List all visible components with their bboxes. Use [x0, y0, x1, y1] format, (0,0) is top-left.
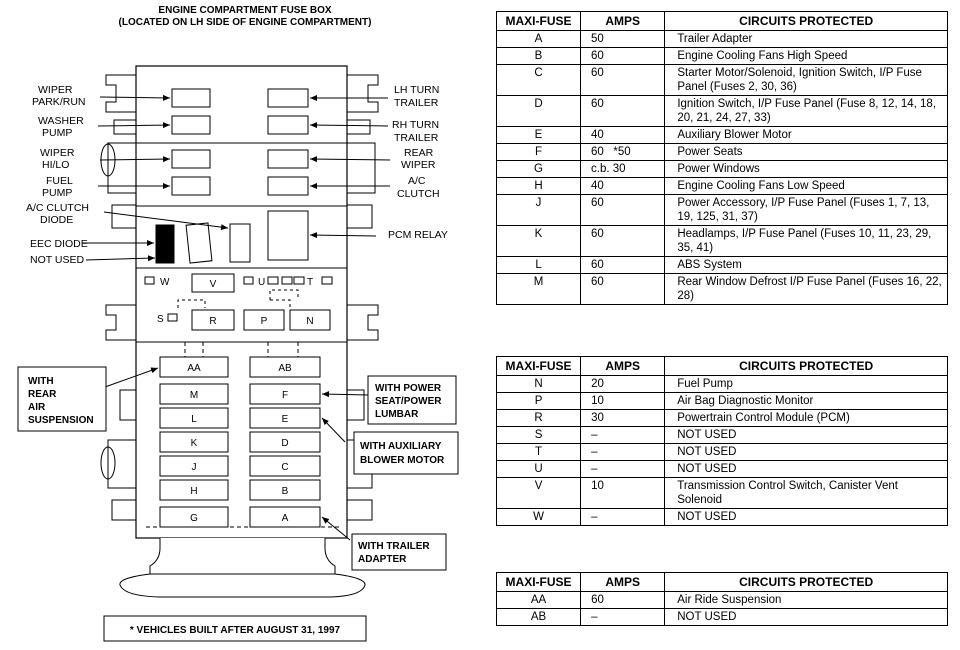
label-rear-wiper: REAR [404, 147, 434, 159]
left-clips [101, 75, 136, 520]
cell-amps: – [581, 609, 665, 626]
cell-maxi-fuse: W [497, 509, 581, 526]
svg-text:WITH: WITH [28, 376, 54, 387]
cell-amps: 60 [581, 592, 665, 609]
label-ac-clutch-2: CLUTCH [397, 188, 440, 200]
cell-maxi-fuse: F [497, 144, 581, 161]
header-amps: AMPS [581, 357, 665, 376]
fuse-letter-a: A [281, 513, 289, 524]
cell-circuit: NOT USED [665, 609, 947, 626]
fuse-letter-n: N [306, 316, 314, 327]
cell-circuit: Fuel Pump [665, 376, 947, 393]
cell-maxi-fuse: AA [497, 592, 581, 609]
cell-circuit: NOT USED [665, 427, 947, 444]
cell-amps: 60 [581, 65, 665, 96]
cell-maxi-fuse: D [497, 96, 581, 127]
label-eec-diode: EEC DIODE [30, 238, 88, 250]
table-row [497, 410, 947, 427]
cell-amps: 60 [581, 48, 665, 65]
fuse-letter-c: C [281, 462, 289, 473]
svg-text:ADAPTER: ADAPTER [358, 554, 407, 565]
svg-text:SUSPENSION: SUSPENSION [28, 415, 94, 426]
fuse-letter-v: V [209, 279, 217, 290]
table-row [497, 609, 947, 626]
label-lh-turn-trailer-2: TRAILER [394, 97, 439, 109]
svg-text:AIR: AIR [28, 402, 46, 413]
fuse-box-base [120, 538, 365, 597]
label-rear-wiper-2: WIPER [401, 159, 436, 171]
fuse-letter-g: G [190, 513, 198, 524]
cell-circuit: Air Bag Diagnostic Monitor [665, 393, 947, 410]
cell-maxi-fuse: AB [497, 609, 581, 626]
cell-maxi-fuse: H [497, 178, 581, 195]
table-row [497, 127, 947, 144]
svg-text:WITH POWER: WITH POWER [375, 383, 442, 394]
cell-amps: – [581, 444, 665, 461]
cell-maxi-fuse: R [497, 410, 581, 427]
table-row [497, 427, 947, 444]
table-row [497, 509, 947, 526]
fuse-letter-h: H [190, 486, 198, 497]
cell-amps: 40 [581, 127, 665, 144]
cell-circuit: Power Windows [665, 161, 947, 178]
left-labels [26, 84, 89, 266]
label-not-used: NOT USED [30, 254, 85, 266]
label-ac-clutch: A/C [408, 175, 426, 187]
diagram-title: ENGINE COMPARTMENT FUSE BOX [158, 5, 332, 16]
cell-circuit: Trailer Adapter [665, 31, 947, 48]
label-pcm-relay: PCM RELAY [388, 229, 448, 241]
maxi-fuse-table-3 [496, 572, 948, 626]
table-row [497, 161, 947, 178]
table-row [497, 376, 947, 393]
table-row [497, 96, 947, 127]
cell-circuit: Air Ride Suspension [665, 592, 947, 609]
cell-amps: – [581, 461, 665, 478]
maxi-fuse-table-3-grid [497, 573, 947, 625]
cell-amps: 60 [581, 274, 665, 305]
table-row [497, 65, 947, 96]
maxi-fuse-table-2 [496, 356, 948, 526]
label-ac-clutch-diode: A/C CLUTCH [26, 202, 90, 214]
table-row [497, 393, 947, 410]
fuse-letter-j: J [191, 462, 197, 473]
cell-amps: 60 [581, 195, 665, 226]
cell-maxi-fuse: U [497, 461, 581, 478]
fuse-letter-f: F [281, 390, 289, 401]
label-rh-turn-trailer: RH TURN [392, 119, 440, 131]
cell-amps: 40 [581, 178, 665, 195]
table-header-row [497, 12, 947, 31]
header-maxi-fuse: MAXI-FUSE [497, 357, 581, 376]
label-ac-clutch-diode-2: DIODE [40, 214, 74, 226]
cell-amps: – [581, 427, 665, 444]
header-circuits: CIRCUITS PROTECTED [665, 357, 947, 376]
table-row [497, 444, 947, 461]
cell-circuit: Power Seats [665, 144, 947, 161]
svg-text:REAR: REAR [28, 389, 57, 400]
diagram-subtitle: (LOCATED ON LH SIDE OF ENGINE COMPARTMENT) [118, 17, 372, 28]
cell-circuit: Ignition Switch, I/P Fuse Panel (Fuse 8, 12, 14, 18, 20, 21, 24, 27, 33) [665, 96, 947, 127]
label-lh-turn-trailer: LH TURN [394, 84, 440, 96]
fuse-letter-e: E [281, 414, 289, 425]
cell-maxi-fuse: C [497, 65, 581, 96]
maxi-fuse-table-1-grid [497, 12, 947, 304]
cell-maxi-fuse: K [497, 226, 581, 257]
table-row [497, 274, 947, 305]
fuse-letter-b: B [281, 486, 289, 497]
header-maxi-fuse: MAXI-FUSE [497, 12, 581, 31]
label-wiper-park-run: WIPER [38, 84, 73, 96]
table-header-row [497, 573, 947, 592]
fuse-letter-ab: AB [278, 363, 292, 374]
fuse-letter-w: W [160, 277, 170, 288]
cell-maxi-fuse: T [497, 444, 581, 461]
diodes [156, 223, 250, 263]
fuse-letter-p: P [260, 316, 268, 327]
fuse-letter-u: U [258, 277, 266, 288]
cell-amps: 50 [581, 31, 665, 48]
cell-circuit: Engine Cooling Fans High Speed [665, 48, 947, 65]
header-circuits: CIRCUITS PROTECTED [665, 12, 947, 31]
cell-amps: c.b. 30 [581, 161, 665, 178]
header-amps: AMPS [581, 12, 665, 31]
table-row [497, 226, 947, 257]
table-row [497, 461, 947, 478]
table-header-row [497, 357, 947, 376]
fuse-letter-l: L [191, 414, 197, 425]
cell-maxi-fuse: G [497, 161, 581, 178]
cell-maxi-fuse: N [497, 376, 581, 393]
cell-circuit: Transmission Control Switch, Canister Vent Solenoid [665, 478, 947, 509]
cell-maxi-fuse: A [497, 31, 581, 48]
svg-text:WITH AUXILIARY: WITH AUXILIARY [360, 441, 442, 452]
cell-amps: 30 [581, 410, 665, 427]
label-fuel-pump: FUEL [46, 175, 73, 187]
table-row [497, 257, 947, 274]
cell-amps: 60 [581, 226, 665, 257]
fuse-letter-m: M [189, 390, 199, 401]
cell-amps: – [581, 509, 665, 526]
cell-circuit: NOT USED [665, 509, 947, 526]
table-row [497, 195, 947, 226]
label-wiper-park-run-2: PARK/RUN [32, 96, 86, 108]
cell-circuit: NOT USED [665, 444, 947, 461]
cell-maxi-fuse: V [497, 478, 581, 509]
cell-amps: 20 [581, 376, 665, 393]
cell-circuit: Headlamps, I/P Fuse Panel (Fuses 10, 11, 23, 29, 35, 41) [665, 226, 947, 257]
cell-maxi-fuse: S [497, 427, 581, 444]
label-wiper-hilo-2: HI/LO [42, 159, 70, 171]
footnote: * VEHICLES BUILT AFTER AUGUST 31, 1997 [129, 625, 341, 636]
header-circuits: CIRCUITS PROTECTED [665, 573, 947, 592]
cell-circuit: NOT USED [665, 461, 947, 478]
cell-amps: 10 [581, 393, 665, 410]
cell-circuit: Power Accessory, I/P Fuse Panel (Fuses 1, 7, 13, 19, 125, 31, 37) [665, 195, 947, 226]
cell-maxi-fuse: M [497, 274, 581, 305]
cell-maxi-fuse: L [497, 257, 581, 274]
fuse-letter-aa: AA [187, 363, 201, 374]
cell-maxi-fuse: B [497, 48, 581, 65]
cell-amps: 10 [581, 478, 665, 509]
table-row [497, 31, 947, 48]
maxi-fuse-table-2-grid [497, 357, 947, 525]
cell-circuit: ABS System [665, 257, 947, 274]
callout-aux-blower-box [354, 432, 458, 474]
table-row [497, 592, 947, 609]
table-row [497, 478, 947, 509]
svg-text:BLOWER MOTOR: BLOWER MOTOR [360, 455, 445, 466]
cell-maxi-fuse: E [497, 127, 581, 144]
label-rh-turn-trailer-2: TRAILER [394, 132, 439, 144]
maxi-fuse-table-1 [496, 11, 948, 305]
table-row [497, 48, 947, 65]
svg-text:WITH TRAILER: WITH TRAILER [358, 541, 430, 552]
header-amps: AMPS [581, 573, 665, 592]
cell-maxi-fuse: P [497, 393, 581, 410]
cell-circuit: Auxiliary Blower Motor [665, 127, 947, 144]
fuse-letter-s: S [157, 314, 164, 325]
fuse-box-diagram [0, 0, 470, 650]
fuse-letter-d: D [281, 438, 289, 449]
table-row [497, 144, 947, 161]
fuse-letter-r: R [209, 316, 217, 327]
cell-amps: 60 [581, 257, 665, 274]
cell-circuit: Rear Window Defrost I/P Fuse Panel (Fuses 16, 22, 28) [665, 274, 947, 305]
cell-circuit: Powertrain Control Module (PCM) [665, 410, 947, 427]
fuse-letter-k: K [190, 438, 198, 449]
fuse-letter-t: T [307, 277, 314, 288]
label-fuel-pump-2: PUMP [42, 187, 73, 199]
header-maxi-fuse: MAXI-FUSE [497, 573, 581, 592]
cell-amps: 60 [581, 96, 665, 127]
right-labels [388, 84, 448, 241]
svg-text:SEAT/POWER: SEAT/POWER [375, 396, 442, 407]
cell-circuit: Starter Motor/Solenoid, Ignition Switch, I/P Fuse Panel (Fuses 2, 30, 36) [665, 65, 947, 96]
cell-amps: 60 *50 [581, 144, 665, 161]
cell-circuit: Engine Cooling Fans Low Speed [665, 178, 947, 195]
label-wiper-hilo: WIPER [40, 147, 75, 159]
cell-maxi-fuse: J [497, 195, 581, 226]
svg-text:LUMBAR: LUMBAR [375, 409, 419, 420]
label-washer-pump: WASHER [38, 115, 84, 127]
label-washer-pump-2: PUMP [42, 127, 73, 139]
table-row [497, 178, 947, 195]
